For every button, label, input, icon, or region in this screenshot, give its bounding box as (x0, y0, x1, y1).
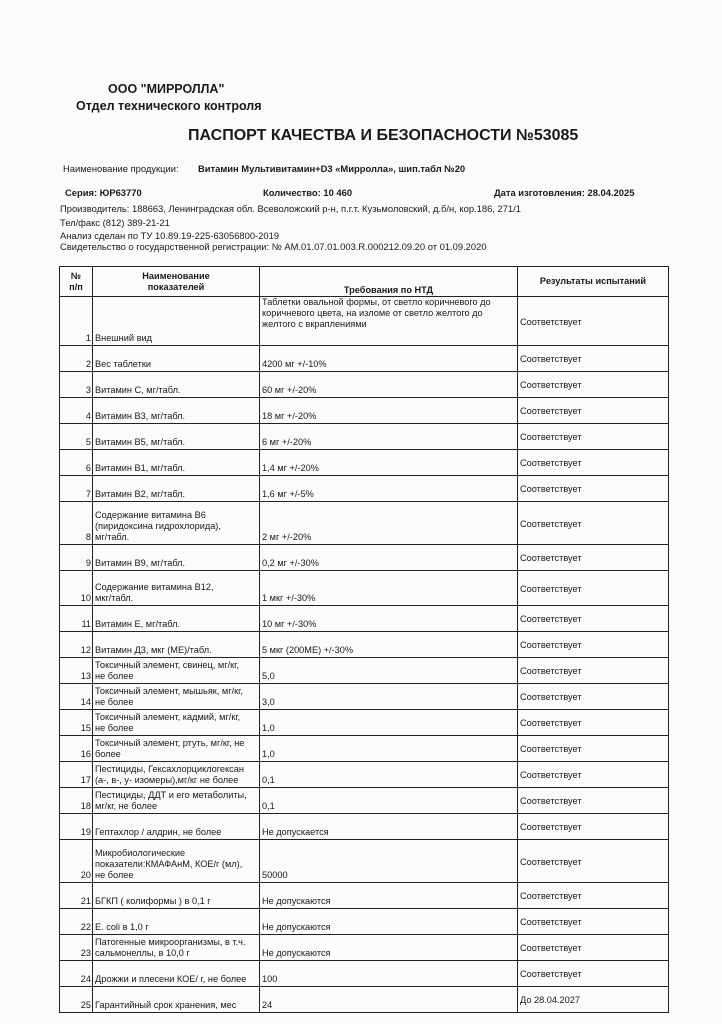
test-result: Соответствует (518, 632, 669, 658)
table-row (60, 450, 669, 476)
row-number: 4 (60, 398, 93, 424)
indicator-name (93, 736, 260, 762)
header-name (93, 267, 260, 297)
requirement (260, 710, 518, 736)
indicator-name-line: Токсичный элемент, ртуть, мг/кг, не (95, 738, 245, 748)
product-label: Наименование продукции: (63, 163, 179, 174)
test-result: Соответствует (518, 297, 669, 346)
requirement (260, 987, 518, 1013)
test-result: Соответствует (518, 909, 669, 935)
requirement-line: желтого с вкраплениями (262, 319, 367, 329)
test-result: Соответствует (518, 476, 669, 502)
requirement-line: Не допускаются (262, 948, 331, 958)
requirement-line: 100 (262, 974, 278, 984)
test-result: Соответствует (518, 883, 669, 909)
indicator-name-line: Патогенные микроорганизмы, в т.ч. (95, 937, 246, 947)
requirement-line: 10 мг +/-30% (262, 619, 317, 629)
indicator-name (93, 398, 260, 424)
indicator-name-line: не более (95, 671, 134, 681)
org-name: ООО "МИРРОЛЛА" (108, 82, 225, 96)
row-number: 13 (60, 658, 93, 684)
requirement (260, 840, 518, 883)
test-result: Соответствует (518, 424, 669, 450)
table-row (60, 909, 669, 935)
test-result: Соответствует (518, 788, 669, 814)
header-num (60, 267, 93, 297)
header-num-line: № (70, 270, 82, 281)
requirement (260, 762, 518, 788)
indicator-name (93, 545, 260, 571)
requirement-line: Не допускаются (262, 896, 331, 906)
table-row (60, 684, 669, 710)
requirement (260, 398, 518, 424)
row-number: 11 (60, 606, 93, 632)
table-row (60, 632, 669, 658)
row-number: 18 (60, 788, 93, 814)
indicator-name-line: Гептахлор / алдрин, не более (95, 827, 222, 837)
test-result: Соответствует (518, 606, 669, 632)
test-result: До 28.04.2027 (518, 987, 669, 1013)
indicator-name-line: мг/кг, не более (95, 801, 158, 811)
indicator-name (93, 502, 260, 545)
indicator-name-line: показатели:КМАФАнМ, КОЕ/г (мл), (95, 859, 243, 869)
indicator-name-line: Дрожжи и плесени КОЕ/ г, не более (95, 974, 247, 984)
indicator-name-line: не более (95, 697, 134, 707)
table-row (60, 606, 669, 632)
indicator-name-line: Витамин В5, мг/табл. (95, 437, 186, 447)
requirement (260, 424, 518, 450)
indicator-name-line: E. coli в 1,0 г (95, 922, 149, 932)
table-row (60, 736, 669, 762)
requirement (260, 883, 518, 909)
requirement (260, 684, 518, 710)
indicator-name-line: (пиридоксина гидрохлорида), (95, 521, 221, 531)
indicator-name-line: Витамин В1, мг/табл. (95, 463, 186, 473)
requirement (260, 450, 518, 476)
test-result: Соответствует (518, 502, 669, 545)
document-title: ПАСПОРТ КАЧЕСТВА И БЕЗОПАСНОСТИ №53085 (188, 127, 579, 144)
header-name-line: Наименование (142, 270, 210, 281)
table-row (60, 710, 669, 736)
requirement (260, 476, 518, 502)
table-row (60, 788, 669, 814)
requirement-line: 18 мг +/-20% (262, 411, 317, 421)
series: Серия: ЮР63770 (65, 187, 142, 198)
requirement (260, 545, 518, 571)
indicator-name (93, 632, 260, 658)
indicator-name-line: не более (95, 870, 134, 880)
indicator-name-line: Пестициды, ДДТ и его метаболиты, (95, 790, 247, 800)
table-row (60, 762, 669, 788)
header-num-line: п/п (69, 281, 83, 292)
row-number: 6 (60, 450, 93, 476)
row-number: 19 (60, 814, 93, 840)
requirement-line: Таблетки овальной формы, от светло коричневого до (262, 297, 491, 307)
table-row (60, 372, 669, 398)
table-row (60, 545, 669, 571)
indicator-name-line: мг/табл. (95, 532, 130, 542)
table-row (60, 814, 669, 840)
requirement (260, 632, 518, 658)
requirement-line: 2 мг +/-20% (262, 532, 312, 542)
table-row (60, 424, 669, 450)
table-header-row (60, 267, 669, 297)
producer: Производитель: 188663, Ленинградская обл. Всеволожский р-н, п.г.т. Кузьмоловский, д.б/н, кор.186, 271/1 (60, 203, 521, 214)
indicator-name (93, 710, 260, 736)
manufacture-date: Дата изготовления: 28.04.2025 (494, 187, 635, 198)
requirement (260, 606, 518, 632)
indicator-name-line: (а-, в-, у- изомеры),мг/кг не более (95, 775, 239, 785)
requirement-line: 3,0 (262, 697, 275, 707)
header-requirements: Требования по НТД (260, 267, 518, 297)
indicator-name-line: сальмонеллы, в 10,0 г (95, 948, 190, 958)
header-results: Результаты испытаний (518, 267, 669, 297)
test-result: Соответствует (518, 762, 669, 788)
requirement (260, 935, 518, 961)
table-row (60, 297, 669, 346)
requirement-line: 0,1 (262, 775, 275, 785)
indicator-name (93, 372, 260, 398)
indicator-name-line: Витамин Д3, мкг (МЕ)/табл. (95, 645, 212, 655)
indicator-name-line: Внешний вид (95, 333, 152, 343)
requirement-line: 1,6 мг +/-5% (262, 489, 314, 499)
requirement-line: 1,0 (262, 749, 275, 759)
table-row (60, 346, 669, 372)
table-row (60, 658, 669, 684)
requirement (260, 961, 518, 987)
row-number: 12 (60, 632, 93, 658)
indicator-name (93, 297, 260, 346)
row-number: 24 (60, 961, 93, 987)
requirement-line: 6 мг +/-20% (262, 437, 312, 447)
indicator-name-line: Витамин В3, мг/табл. (95, 411, 186, 421)
indicator-name (93, 987, 260, 1013)
test-result: Соответствует (518, 346, 669, 372)
indicator-name-line: Витамин Е, мг/табл. (95, 619, 180, 629)
requirement-line: 0,1 (262, 801, 275, 811)
row-number: 23 (60, 935, 93, 961)
test-result: Соответствует (518, 571, 669, 606)
requirement-line: Не допускаются (262, 922, 331, 932)
test-result: Соответствует (518, 840, 669, 883)
requirement (260, 297, 518, 346)
indicator-name (93, 788, 260, 814)
requirement-line: 1 мкг +/-30% (262, 593, 316, 603)
requirement-line: 5,0 (262, 671, 275, 681)
row-number: 8 (60, 502, 93, 545)
indicator-name (93, 606, 260, 632)
row-number: 16 (60, 736, 93, 762)
indicator-name-line: не более (95, 723, 134, 733)
indicator-name (93, 346, 260, 372)
test-result: Соответствует (518, 935, 669, 961)
indicator-name (93, 961, 260, 987)
analysis-spec: Анализ сделан по ТУ 10.89.19-225-63056800-2019 (60, 230, 280, 241)
test-result: Соответствует (518, 398, 669, 424)
requirement-line: 4200 мг +/-10% (262, 359, 327, 369)
requirement (260, 658, 518, 684)
indicator-name (93, 935, 260, 961)
requirement (260, 909, 518, 935)
indicator-name-line: Токсичный элемент, мышьяк, мг/кг, (95, 686, 243, 696)
requirement (260, 571, 518, 606)
test-result: Соответствует (518, 684, 669, 710)
requirement (260, 372, 518, 398)
test-result: Соответствует (518, 545, 669, 571)
indicator-name-line: Гарантийный срок хранения, мес (95, 1000, 237, 1010)
table-row (60, 571, 669, 606)
requirement (260, 788, 518, 814)
indicator-name (93, 840, 260, 883)
row-number: 21 (60, 883, 93, 909)
requirement-line: 0,2 мг +/-30% (262, 558, 319, 568)
table-row (60, 883, 669, 909)
requirement-line: 24 (262, 1000, 273, 1010)
indicator-name-line: БГКП ( колиформы ) в 0,1 г (95, 896, 211, 906)
indicator-name (93, 424, 260, 450)
row-number: 17 (60, 762, 93, 788)
product-value: Витамин Мультивитамин+D3 «Мирролла», шип.табл №20 (198, 163, 466, 174)
indicator-name-line: мкг/табл. (95, 593, 134, 603)
requirement (260, 736, 518, 762)
requirement-line: коричневого цвета, на изломе от светло желтого до (262, 308, 483, 318)
indicator-name-line: Витамин В2, мг/табл. (95, 489, 186, 499)
indicator-name (93, 684, 260, 710)
row-number: 3 (60, 372, 93, 398)
test-result: Соответствует (518, 372, 669, 398)
requirement-line: 5 мкг (200МЕ) +/-30% (262, 645, 354, 655)
indicator-name-line: Витамин В9, мг/табл. (95, 558, 186, 568)
row-number: 22 (60, 909, 93, 935)
requirement (260, 502, 518, 545)
test-result: Соответствует (518, 450, 669, 476)
table-row (60, 987, 669, 1013)
indicator-name-line: Токсичный элемент, кадмий, мг/кг, (95, 712, 241, 722)
table-row (60, 935, 669, 961)
table-row (60, 961, 669, 987)
indicator-name (93, 571, 260, 606)
indicator-name-line: Витамин С, мг/табл. (95, 385, 181, 395)
test-result: Соответствует (518, 814, 669, 840)
indicator-name-line: Микробиологические (95, 848, 186, 858)
quantity: Количество: 10 460 (263, 187, 353, 198)
registration-certificate: Свидетельство о государственной регистрации: № AM.01.07.01.003.R.000212.09.20 от 01.09.2020 (60, 241, 487, 252)
requirement-line: 1,0 (262, 723, 275, 733)
requirement-line: 50000 (262, 870, 288, 880)
test-result: Соответствует (518, 736, 669, 762)
indicator-name-line: Пестициды, Гексахлорциклогексан (95, 764, 244, 774)
row-number: 15 (60, 710, 93, 736)
indicator-name (93, 814, 260, 840)
row-number: 2 (60, 346, 93, 372)
table-row (60, 502, 669, 545)
row-number: 20 (60, 840, 93, 883)
test-result: Соответствует (518, 961, 669, 987)
department: Отдел технического контроля (76, 99, 262, 113)
indicator-name-line: Содержание витамина В6 (95, 510, 206, 520)
table-row (60, 398, 669, 424)
indicator-name (93, 909, 260, 935)
requirement-line: 1,4 мг +/-20% (262, 463, 319, 473)
row-number: 5 (60, 424, 93, 450)
row-number: 25 (60, 987, 93, 1013)
indicator-name (93, 762, 260, 788)
indicator-name-line: более (95, 749, 121, 759)
indicator-name-line: Вес таблетки (95, 359, 151, 369)
indicator-name (93, 450, 260, 476)
row-number: 1 (60, 297, 93, 346)
header-name-line: показателей (147, 281, 205, 292)
row-number: 14 (60, 684, 93, 710)
test-result: Соответствует (518, 710, 669, 736)
table-row (60, 840, 669, 883)
requirement (260, 814, 518, 840)
indicator-name (93, 658, 260, 684)
row-number: 7 (60, 476, 93, 502)
indicator-name-line: Токсичный элемент, свинец, мг/кг, (95, 660, 239, 670)
indicator-name (93, 883, 260, 909)
row-number: 9 (60, 545, 93, 571)
requirement (260, 346, 518, 372)
phone: Тел/факс (812) 389-21-21 (60, 217, 170, 228)
table-row (60, 476, 669, 502)
test-result: Соответствует (518, 658, 669, 684)
row-number: 10 (60, 571, 93, 606)
quality-table (59, 266, 669, 1013)
indicator-name-line: Содержание витамина В12, (95, 582, 214, 592)
requirement-line: 60 мг +/-20% (262, 385, 317, 395)
indicator-name (93, 476, 260, 502)
requirement-line: Не допускается (262, 827, 329, 837)
